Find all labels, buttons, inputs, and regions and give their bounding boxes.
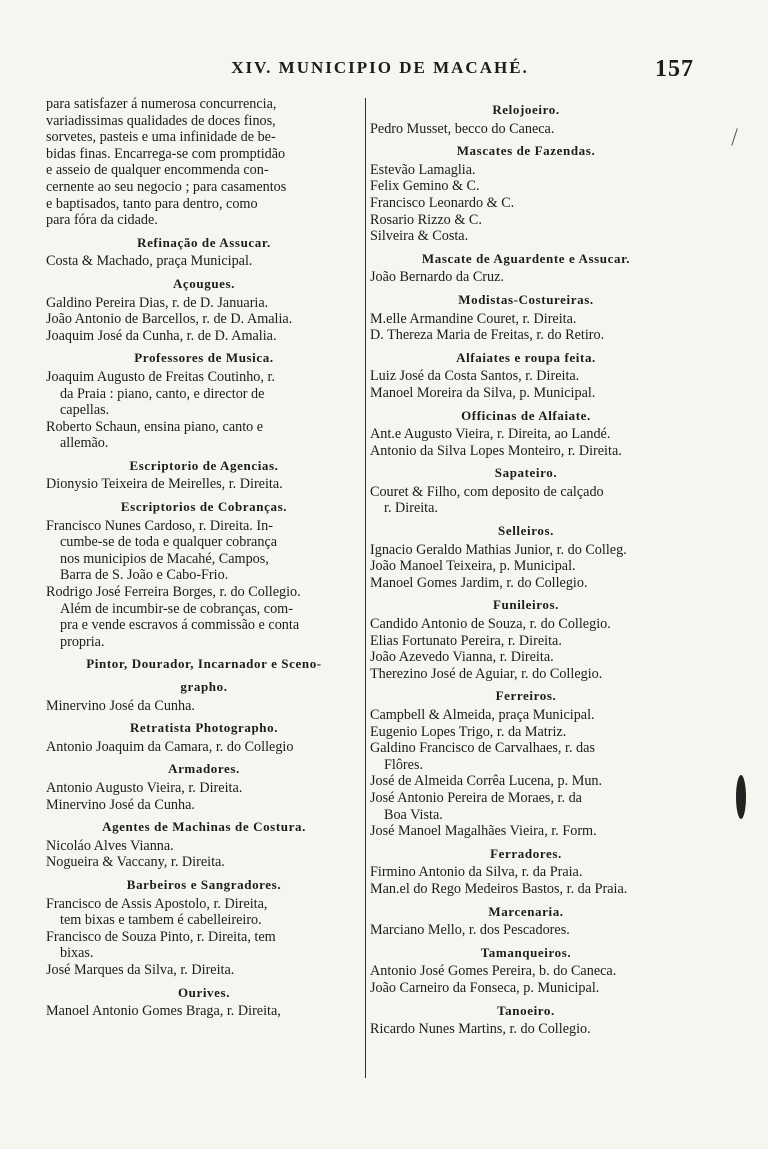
entry-continuation: pra e vende escravos á commissão e conta <box>60 617 300 634</box>
section-heading: Escriptorios de Cobranças. <box>120 499 288 515</box>
directory-entry: Silveira & Costa. <box>370 228 469 245</box>
directory-entry: Luiz José da Costa Santos, r. Direita. <box>370 368 580 385</box>
section-heading: Ferradores. <box>490 845 562 861</box>
directory-entry: para satisfazer á numerosa concurrencia, <box>46 96 277 112</box>
directory-entry: Eugenio Lopes Trigo, r. da Matriz. <box>370 723 567 740</box>
directory-entry: sorvetes, pasteis e uma infinidade de be- <box>46 129 276 146</box>
right-column <box>370 96 682 1038</box>
section-heading: Selleiros. <box>498 523 554 539</box>
directory-entry: Galdino Pereira Dias, r. de D. Januaria. <box>46 294 269 311</box>
entry-continuation: Boa Vista. <box>384 806 443 823</box>
directory-entry: Antonio José Gomes Pereira, b. do Caneca. <box>370 963 617 980</box>
directory-entry: Campbell & Almeida, praça Municipal. <box>370 707 595 723</box>
directory-entry: Marciano Mello, r. dos Pescadores. <box>370 922 570 939</box>
directory-entry: João Manoel Teixeira, p. Municipal. <box>370 558 576 575</box>
directory-entry: Nogueira & Vaccany, r. Direita. <box>46 854 225 871</box>
section-heading: Marcenaria. <box>488 903 564 919</box>
directory-entry: Therezino José de Aguiar, r. do Collegio. <box>370 665 603 682</box>
directory-entry: João Antonio de Barcellos, r. de D. Amalia. <box>46 311 293 328</box>
directory-entry: Firmino Antonio da Silva, r. da Praia. <box>370 864 583 881</box>
section-heading: Ourives. <box>177 984 231 1000</box>
section-heading: Escriptorio de Agencias. <box>129 457 279 473</box>
entry-continuation: bixas. <box>60 945 94 962</box>
directory-entry: Costa & Machado, praça Municipal. <box>46 253 253 270</box>
entry-continuation: Barra de S. João e Cabo-Frio. <box>60 567 229 584</box>
left-column <box>46 96 362 1020</box>
directory-entry: e asseio de qualquer encommenda con- <box>46 162 269 179</box>
section-heading: Ferreiros. <box>495 688 557 704</box>
directory-entry: José Marques da Silva, r. Direita. <box>46 961 235 978</box>
directory-entry: bidas finas. Encarrega-se com promptidão <box>46 145 286 162</box>
directory-entry: João Bernardo da Cruz. <box>370 269 504 286</box>
directory-entry: variadissimas qualidades de doces finos, <box>46 112 276 129</box>
directory-entry: Ricardo Nunes Martins, r. do Collegio. <box>370 1021 591 1038</box>
section-heading: Armadores. <box>168 761 240 777</box>
directory-entry: Estevão Lamaglia. <box>370 161 476 178</box>
directory-entry: Antonio Augusto Vieira, r. Direita. <box>46 779 243 796</box>
section-heading: Alfaiates e roupa feita. <box>456 349 596 365</box>
directory-entry: Joaquim Augusto de Freitas Coutinho, r. <box>46 368 275 385</box>
directory-entry: Rosario Rizzo & C. <box>370 211 482 228</box>
directory-entry: Galdino Francisco de Carvalhaes, r. das <box>370 740 595 757</box>
directory-entry: José Antonio Pereira de Moraes, r. da <box>370 789 582 806</box>
section-heading: Modistas-Costureiras. <box>458 291 594 307</box>
entry-continuation: propria. <box>60 633 105 650</box>
directory-entry: Nicoláo Alves Vianna. <box>46 837 174 854</box>
directory-entry: Man.el do Rego Medeiros Bastos, r. da Praia. <box>370 880 628 897</box>
directory-entry: Dionysio Teixeira de Meirelles, r. Direita. <box>46 476 283 493</box>
entry-continuation: r. Direita. <box>384 500 438 517</box>
section-heading: Mascates de Fazendas. <box>456 143 596 159</box>
directory-entry: João Carneiro da Fonseca, p. Municipal. <box>370 979 600 996</box>
section-heading: Retratista Photographo. <box>129 720 279 736</box>
binding-mark <box>736 775 746 819</box>
directory-entry: Antonio Joaquim da Camara, r. do Collegio <box>46 738 294 755</box>
section-heading: Officinas de Alfaiate. <box>461 407 591 423</box>
entry-continuation: capellas. <box>60 402 110 419</box>
section-heading: Barbeiros e Sangradores. <box>126 876 282 892</box>
directory-entry: Pedro Musset, becco do Caneca. <box>370 120 555 137</box>
directory-entry: cernente ao seu negocio ; para casamentos <box>46 178 287 195</box>
section-heading: Agentes de Machinas de Costura. <box>102 819 306 835</box>
section-heading: Açougues. <box>172 275 236 291</box>
entry-continuation: da Praia : piano, canto, e director de <box>60 385 265 402</box>
directory-entry: Elias Fortunato Pereira, r. Direita. <box>370 632 562 649</box>
directory-entry: Roberto Schaun, ensina piano, canto e <box>46 418 264 435</box>
entry-continuation: Flôres. <box>384 756 424 773</box>
section-heading: Sapateiro. <box>494 465 558 481</box>
directory-entry: Minervino José da Cunha. <box>46 796 195 813</box>
directory-entry: Francisco Leonardo & C. <box>370 194 515 211</box>
section-heading: Professores de Musica. <box>134 350 274 366</box>
section-heading: Tamanqueiros. <box>480 944 572 960</box>
directory-entry: Francisco de Souza Pinto, r. Direita, tem <box>46 928 276 945</box>
directory-entry: Manoel Moreira da Silva, p. Municipal. <box>370 384 596 401</box>
directory-entry: Rodrigo José Ferreira Borges, r. do Collegio. <box>46 584 301 601</box>
directory-entry: Antonio da Silva Lopes Monteiro, r. Direita. <box>370 442 622 459</box>
directory-entry: Candido Antonio de Souza, r. do Collegio. <box>370 616 611 633</box>
entry-continuation: Além de incumbir-se de cobranças, com- <box>60 600 293 617</box>
page-number: 157 <box>655 56 694 82</box>
margin-mark <box>731 128 738 145</box>
section-heading: grapho. <box>180 679 228 694</box>
directory-entry: Joaquim José da Cunha, r. de D. Amalia. <box>46 327 277 344</box>
directory-entry: Manoel Antonio Gomes Braga, r. Direita, <box>46 1003 281 1020</box>
directory-entry: M.elle Armandine Couret, r. Direita. <box>370 310 577 327</box>
directory-entry: Francisco de Assis Apostolo, r. Direita, <box>46 895 268 912</box>
entry-continuation: nos municipios de Macahé, Campos, <box>60 550 269 567</box>
directory-entry: para fóra da cidade. <box>46 212 158 229</box>
entry-continuation: allemão. <box>60 435 109 452</box>
directory-entry: Francisco Nunes Cardoso, r. Direita. In- <box>46 517 273 534</box>
section-heading: Funileiros. <box>493 597 559 613</box>
directory-entry: Felix Gemino & C. <box>370 178 480 195</box>
directory-entry: Minervino José da Cunha. <box>46 697 195 714</box>
section-heading: Refinação de Assucar. <box>137 234 271 250</box>
directory-entry: Manoel Gomes Jardim, r. do Collegio. <box>370 574 588 591</box>
directory-entry: José Manoel Magalhães Vieira, r. Form. <box>370 823 597 840</box>
directory-entry: D. Thereza Maria de Freitas, r. do Retiro. <box>370 327 605 344</box>
section-heading: Mascate de Aguardente e Assucar. <box>421 250 631 266</box>
entry-continuation: tem bixas e tambem é cabelleireiro. <box>60 912 262 929</box>
directory-entry: e baptisados, tanto para dentro, como <box>46 195 258 212</box>
directory-entry: Ignacio Geraldo Mathias Junior, r. do Colleg. <box>370 541 627 558</box>
section-heading: Tanoeiro. <box>497 1002 555 1018</box>
directory-entry: João Azevedo Vianna, r. Direita. <box>370 649 554 666</box>
directory-entry: José de Almeida Corrêa Lucena, p. Mun. <box>370 773 603 790</box>
column-divider <box>365 98 366 1078</box>
running-head: XIV. MUNICIPIO DE MACAHÉ. <box>231 58 529 77</box>
section-heading: Pintor, Dourador, Incarnador e Sceno- <box>86 656 322 672</box>
directory-entry: Ant.e Augusto Vieira, r. Direita, ao Landé. <box>370 426 611 443</box>
directory-entry: Couret & Filho, com deposito de calçado <box>370 483 604 500</box>
section-heading: Relojoeiro. <box>492 102 560 117</box>
entry-continuation: cumbe-se de toda e qualquer cobrança <box>60 534 278 551</box>
